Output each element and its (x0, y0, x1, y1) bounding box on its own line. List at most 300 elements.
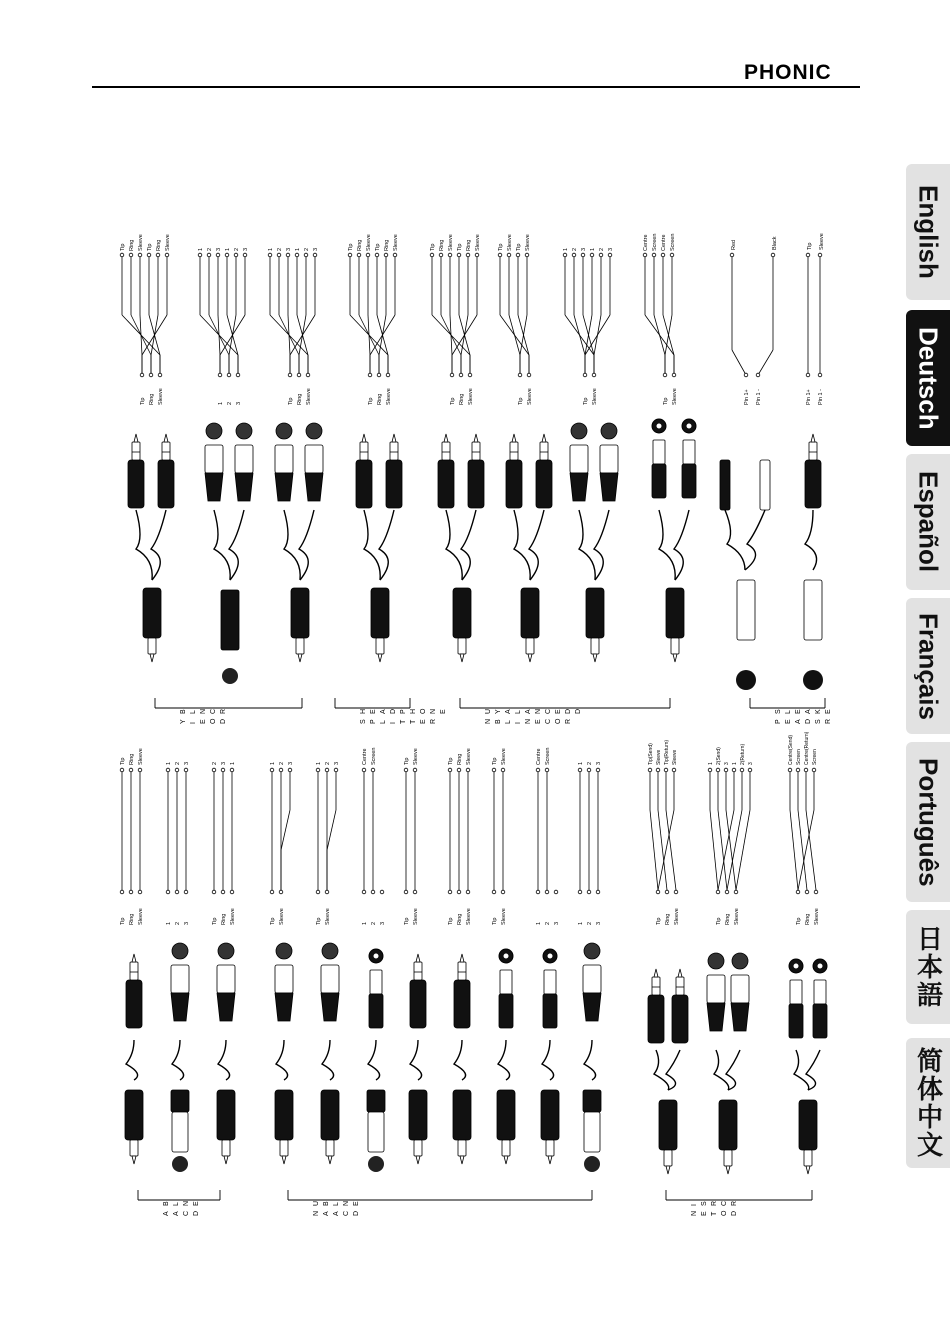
tab-japanese[interactable] (906, 910, 950, 1024)
xlr-plug (731, 975, 749, 1003)
wire (574, 315, 585, 355)
pin-dot (334, 768, 338, 772)
pin-label: Ring (466, 239, 472, 251)
cable-wire (805, 510, 817, 570)
xlr-face (276, 423, 292, 439)
pin-dot (708, 768, 712, 772)
pin-dot (404, 890, 408, 894)
cable-wire (498, 1040, 510, 1080)
pin-label: Centre (643, 234, 649, 251)
pin-dot (156, 253, 160, 257)
pin-label: Tip (583, 397, 589, 405)
jack-tip (512, 434, 516, 442)
xlr-face (222, 668, 238, 684)
group-label-letter: N (313, 1210, 320, 1216)
pin-dot (756, 373, 760, 377)
jack-tip (593, 654, 597, 662)
group-label-letter: S (360, 719, 367, 724)
jack-plug (275, 1090, 293, 1140)
pin-label: Tip (404, 757, 410, 765)
pin-dot (120, 768, 124, 772)
pin-label: 3 (596, 761, 602, 765)
group-label-balanced (163, 1201, 200, 1216)
pin-label: Tip (448, 917, 454, 925)
group-label-letter: R (711, 1200, 718, 1206)
pin-dot (166, 768, 170, 772)
pin-dot (716, 768, 720, 772)
xlr-boot (275, 473, 293, 501)
wire (650, 810, 658, 890)
pin-label: Sleeve (230, 908, 236, 925)
rca-plug (683, 440, 695, 464)
pin-label: Tip (807, 242, 813, 250)
group-label-letter: E (440, 709, 447, 714)
cable-wire (126, 1040, 138, 1080)
pin-label: 3 (184, 761, 190, 765)
jack-sleeve (664, 1150, 672, 1166)
jack-plug (410, 980, 426, 1028)
tab-francais[interactable] (906, 598, 950, 734)
tab-english[interactable] (906, 164, 950, 300)
wire (368, 315, 370, 355)
group-label-letter: O (721, 1210, 728, 1216)
pin-label: Sleeve (819, 233, 825, 250)
pin-dot (501, 890, 505, 894)
pin-dot (581, 253, 585, 257)
xlr-boot (275, 993, 293, 1021)
group-label-letter: N (525, 718, 532, 724)
pin-dot (805, 890, 809, 894)
jack-plug (506, 460, 522, 508)
group-label-letter: C (183, 1210, 190, 1216)
pin-dot (413, 768, 417, 772)
jack-plug (666, 588, 684, 638)
xlr-male-plug (570, 445, 588, 473)
group-label-letter: N (691, 1210, 698, 1216)
pin-dot (656, 768, 660, 772)
pin-label: 2 (175, 761, 181, 765)
tab-espanol-label: Español (913, 471, 944, 573)
pin-dot (439, 253, 443, 257)
pin-dot (554, 890, 558, 894)
wire (218, 315, 220, 355)
group-label-letter: L (333, 1202, 340, 1206)
pin-label: Screen (796, 749, 802, 765)
pin-dot (184, 768, 188, 772)
jack-sleeve (162, 442, 170, 460)
jack-sleeve (222, 1140, 230, 1156)
pin-dot (725, 890, 729, 894)
xlr-face (601, 423, 617, 439)
pin-label: 1 (218, 401, 224, 405)
pin-label: Sleeve (158, 388, 164, 405)
pin-dot (648, 768, 652, 772)
pin-dot (279, 890, 283, 894)
pin-label: Sleeve (138, 908, 144, 925)
jack-sleeve (326, 1140, 334, 1156)
pin-label: Sleeve (672, 388, 678, 405)
pin-label: Sleeve (413, 908, 419, 925)
pin-label: 3 (286, 247, 292, 251)
pin-dot (457, 890, 461, 894)
pin-label: Sleeve (468, 388, 474, 405)
rca-body (682, 464, 696, 498)
cable-wire (299, 510, 314, 580)
group-label-letter: T (410, 719, 417, 724)
group-label-letter: L (173, 1202, 180, 1206)
tab-chinese[interactable] (906, 1038, 950, 1168)
pin-label: 3 (380, 921, 386, 925)
group-label-letter: P (400, 709, 407, 714)
group-label-letter: L (785, 710, 792, 714)
pin-label: 1 (270, 761, 276, 765)
pin-label: Tip (450, 397, 456, 405)
cable-wire (725, 510, 745, 570)
jack-plug (217, 1090, 235, 1140)
pin-label: 3 (288, 761, 294, 765)
rca-pin (687, 424, 692, 429)
pin-dot (297, 373, 301, 377)
header-rule (92, 86, 860, 88)
xlr-face (584, 943, 600, 959)
jack-plug (453, 588, 471, 638)
group-label-letter: I (190, 722, 197, 724)
jack-sleeve (390, 442, 398, 460)
pin-dot (466, 768, 470, 772)
pin-label: Sleeve (366, 234, 372, 251)
xlr-boot (217, 993, 235, 1021)
jack-sleeve (130, 1140, 138, 1156)
group-label-letter: R (430, 718, 437, 724)
xlr-face (276, 943, 292, 959)
pin-dot (527, 373, 531, 377)
pin-dot (313, 253, 317, 257)
pin-dot (362, 768, 366, 772)
group-label-letter: E (825, 709, 832, 714)
rca-plug (790, 980, 802, 1004)
pin-label: Pin 1 - (818, 389, 824, 405)
pin-dot (234, 253, 238, 257)
cable-wire (151, 510, 166, 580)
cable-wire (214, 510, 230, 580)
group-label-letter: A (163, 1211, 170, 1216)
jack-sleeve (804, 1150, 812, 1166)
group-label-letter: N (430, 708, 437, 714)
group-label-letter: A (525, 709, 532, 714)
group-label-letter: O (210, 718, 217, 724)
pin-dot (652, 253, 656, 257)
pin-dot (316, 890, 320, 894)
pin-label: Sleeve (165, 234, 171, 251)
pin-dot (225, 253, 229, 257)
group-label-letter: E (370, 709, 377, 714)
pin-dot (590, 253, 594, 257)
jack-plug (321, 1090, 339, 1140)
pin-label: Tip (498, 243, 504, 251)
pin-dot (120, 253, 124, 257)
pin-label: Ring (297, 393, 303, 405)
jack-sleeve (458, 1140, 466, 1156)
pin-label: 3 (748, 762, 754, 765)
speakon-plug (804, 580, 822, 640)
jack-tip (164, 434, 168, 442)
pin-label: Screen (545, 747, 551, 765)
jack-tip (282, 1156, 286, 1164)
jack-plug (799, 1100, 817, 1150)
pin-dot (448, 253, 452, 257)
wire (520, 315, 527, 355)
pin-label: Sleeve (466, 748, 472, 765)
pin-dot (221, 768, 225, 772)
pin-label: Sleeve (413, 748, 419, 765)
pin-dot (230, 768, 234, 772)
jack-tip (298, 654, 302, 662)
pin-label: Ring (457, 913, 463, 925)
pin-dot (665, 890, 669, 894)
pin-label: Tip (120, 917, 126, 925)
jack-tip (542, 434, 546, 442)
pin-dot (796, 768, 800, 772)
jack-tip (224, 1156, 228, 1164)
pin-label: Tip (120, 757, 126, 765)
jack-tip (392, 434, 396, 442)
pin-label: Tip (492, 917, 498, 925)
jack-tip (548, 1156, 552, 1164)
group-label-letter: N (485, 718, 492, 724)
pin-dot (656, 890, 660, 894)
pin-dot (466, 253, 470, 257)
jack-tip (416, 954, 420, 962)
group-label-letter: D (575, 708, 582, 714)
jack-tip (474, 434, 478, 442)
group-label-letter: C (545, 718, 552, 724)
pin-dot (457, 768, 461, 772)
xlr-face (206, 423, 222, 439)
jack-tip (150, 654, 154, 662)
pin-label: Tip (430, 243, 436, 251)
jack-plug (497, 1090, 515, 1140)
xlr-boot (235, 473, 253, 501)
group-label-letter: N (343, 1200, 350, 1206)
pin-label: 3 (581, 247, 587, 251)
pin-label: Tip (716, 917, 722, 925)
wire (288, 315, 290, 355)
pin-dot (413, 890, 417, 894)
xlr-face (322, 943, 338, 959)
pin-dot (270, 890, 274, 894)
jack-tip (678, 969, 682, 977)
jack-sleeve (526, 638, 534, 654)
jack-sleeve (280, 1140, 288, 1156)
group-label-insert-cord (691, 1201, 738, 1216)
pin-label: 2(Return) (740, 743, 746, 765)
pin-label: 2 (587, 761, 593, 765)
pin-dot (448, 890, 452, 894)
xlr-plug (707, 975, 725, 1003)
pin-label: 1 (536, 921, 542, 925)
wire (140, 315, 142, 355)
tab-portugues-label: Português (913, 757, 944, 887)
xlr-boot (731, 1003, 749, 1031)
pin-dot (218, 373, 222, 377)
rca-plug (500, 970, 512, 994)
pin-label: 3 (334, 761, 340, 765)
group-label-letter: L (505, 720, 512, 724)
pin-label: 1 (268, 247, 274, 251)
pin-dot (672, 373, 676, 377)
pin-label: 1 (578, 921, 584, 925)
pin-label: Screen (812, 749, 818, 765)
group-label-letter: T (711, 1211, 718, 1216)
pin-label: Tip (516, 243, 522, 251)
wire (758, 350, 773, 375)
jack-plug (468, 460, 484, 508)
tab-deutsch-label: Deutsch (913, 326, 944, 430)
group-label-letter: U (313, 1200, 320, 1206)
pin-dot (227, 373, 231, 377)
pin-label: Tip (120, 243, 126, 251)
group-label-letter: E (701, 1211, 708, 1216)
pin-dot (450, 373, 454, 377)
pin-dot (147, 253, 151, 257)
tab-portugues[interactable] (906, 742, 950, 902)
tab-deutsch[interactable] (906, 310, 950, 446)
jack-plug (521, 588, 539, 638)
pin-label: Pin 1 - (756, 389, 762, 405)
jack-tip (132, 1156, 136, 1164)
pin-dot (818, 373, 822, 377)
pin-label: Tip (270, 917, 276, 925)
pin-label: Tip (448, 757, 454, 765)
cable-wire (659, 510, 675, 580)
pin-dot (386, 373, 390, 377)
pin-dot (316, 768, 320, 772)
tab-japanese-label: 日本語 (912, 925, 943, 1009)
group-label-letter: T (400, 719, 407, 724)
pin-label: Black (772, 236, 778, 250)
jack-sleeve (414, 1140, 422, 1156)
pin-dot (243, 253, 247, 257)
pin-label: Ring (377, 393, 383, 405)
xlr-male-plug (583, 965, 601, 993)
pin-dot (596, 890, 600, 894)
group-label-letter: N (535, 708, 542, 714)
xlr-boot (367, 1090, 385, 1112)
group-label-letter: D (731, 1210, 738, 1216)
group-label-letter: Y (495, 709, 502, 714)
pin-dot (221, 890, 225, 894)
group-label-letter: R (825, 718, 832, 724)
pin-dot (596, 768, 600, 772)
jack-tip (362, 434, 366, 442)
pin-dot (507, 253, 511, 257)
pin-dot (734, 890, 738, 894)
pin-dot (362, 890, 366, 894)
speakon-face (803, 670, 823, 690)
cable-wire (542, 1040, 554, 1080)
cable-wire (379, 510, 394, 580)
tab-espanol[interactable] (906, 454, 950, 590)
group-label-letter: P (370, 719, 377, 724)
pin-label: 2(Send) (716, 747, 722, 765)
group-label-letter: U (485, 708, 492, 714)
pin-dot (357, 253, 361, 257)
jack-sleeve (376, 638, 384, 654)
pin-dot (371, 768, 375, 772)
group-label-letter: H (410, 708, 417, 714)
pin-label: Ring (725, 913, 731, 925)
pin-label: 1 (166, 921, 172, 925)
pin-label: Centre (362, 748, 368, 765)
pin-label: 3 (184, 921, 190, 925)
pin-label: 1 (166, 761, 172, 765)
xlr-male-plug (171, 965, 189, 993)
pin-label: Sleeve (466, 908, 472, 925)
group-label-letter: A (795, 719, 802, 724)
jack-plug (126, 980, 142, 1028)
wire (450, 315, 452, 355)
pin-dot (175, 890, 179, 894)
pin-label: Tip (518, 397, 524, 405)
pin-dot (744, 373, 748, 377)
pin-label: 1 (230, 761, 236, 765)
pin-dot (368, 373, 372, 377)
pin-dot (788, 768, 792, 772)
wire (790, 810, 798, 890)
jack-tip (460, 1156, 464, 1164)
pin-dot (325, 890, 329, 894)
xlr-male-plug (305, 445, 323, 473)
pin-dot (740, 768, 744, 772)
group-label-letter: A (173, 1211, 180, 1216)
pin-label: 1 (198, 247, 204, 251)
pin-dot (268, 253, 272, 257)
pin-label: Sleeve (393, 234, 399, 251)
pin-label: Sleeve (814, 908, 820, 925)
wire (710, 810, 718, 890)
jack-tip (504, 1156, 508, 1164)
jack-tip (134, 434, 138, 442)
jack-plug (648, 995, 664, 1043)
tab-chinese-label: 简体中文 (912, 1047, 943, 1159)
xlr-face (236, 423, 252, 439)
rca-body (813, 1004, 827, 1038)
jack-sleeve (442, 442, 450, 460)
xlr-face (584, 1156, 600, 1172)
pin-label: Ring (156, 239, 162, 251)
pin-dot (277, 253, 281, 257)
pin-dot (325, 768, 329, 772)
pin-label: Ring (459, 393, 465, 405)
pin-label: Centre (536, 748, 542, 765)
pin-label: Tip (212, 917, 218, 925)
pin-label: 3 (724, 762, 730, 765)
rca-pin (657, 424, 662, 429)
jack-plug (371, 588, 389, 638)
pin-label: Sleeve (527, 388, 533, 405)
jack-tip (328, 1156, 332, 1164)
pin-label: 2 (212, 761, 218, 765)
pin-label: Ring (129, 239, 135, 251)
jack-tip (654, 969, 658, 977)
pin-label: Screen (371, 747, 377, 765)
rca-body (652, 464, 666, 498)
pin-dot (587, 890, 591, 894)
pin-dot (501, 768, 505, 772)
group-label-letter: D (353, 1210, 360, 1216)
pin-label: 1 (362, 921, 368, 925)
pin-label: 2 (279, 761, 285, 765)
